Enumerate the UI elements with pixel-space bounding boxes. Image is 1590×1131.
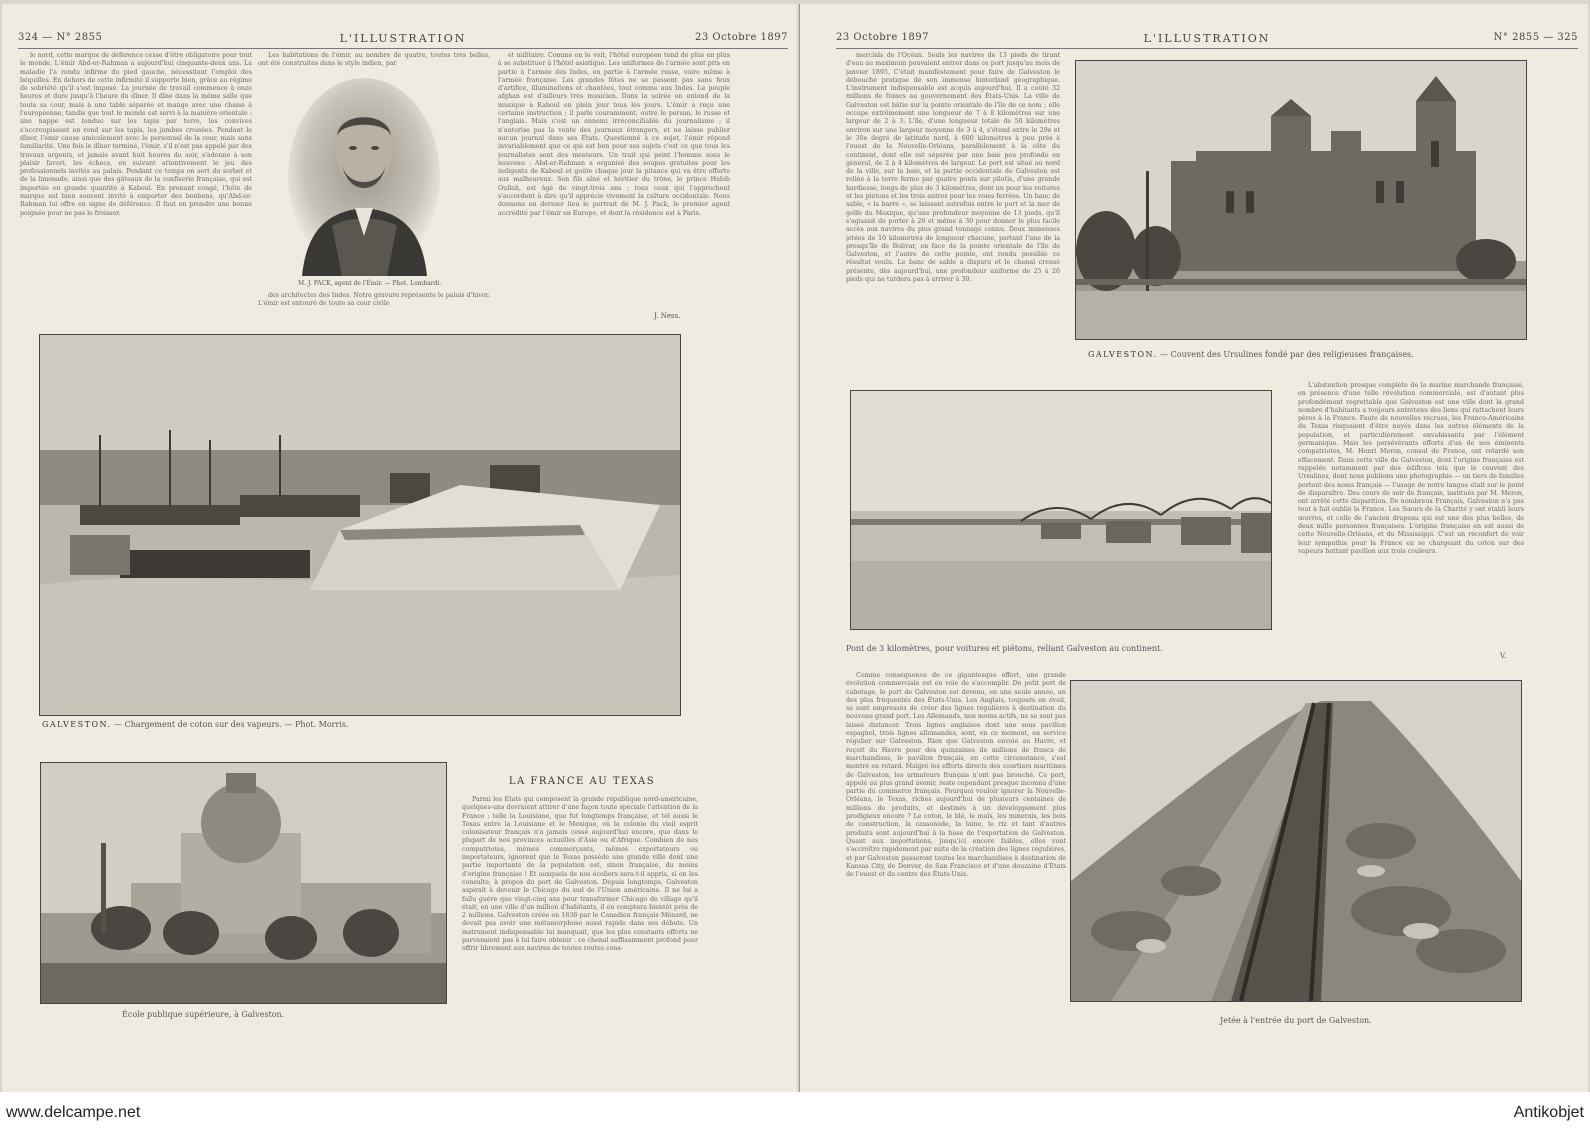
left-column-3 [498,52,730,310]
left-page-number: 324 — N° 2855 [18,32,103,43]
convent-caption-text: — Couvent des Ursulines fondé par des religieuses françaises. [1157,350,1414,359]
right-page-header [836,32,1578,48]
right-header-rule [836,48,1578,49]
convent-photo [1075,60,1527,340]
left-column-1 [20,52,252,306]
school-caption: École publique supérieure, à Galveston. [122,1010,285,1019]
cotton-caption-text: — Chargement de coton sur des vapeurs. — Phot. Morris. [111,720,349,729]
cotton-loading-caption [42,720,349,729]
bridge-photo [850,390,1272,630]
left-column-1-text: le nord, cette marque de déférence cesse d'être obligatoire pour tout le monde. L'émir Abd-er-Rahman a aujourd'hui cinquante-deux ans. La maladie l'a rendu infirme du pied gauche, nécessitant l'emploi des béquilles. En dehors de cette infirmité il supporte bien, grâce au régime de sobriété qu'il s'est imposé. La journée de travail commence à onze heures et dure jusqu'à l'heure du dîner. Il dîne dans la même salle que toute sa cour, mais à une table séparée et mange avec une chaise à l'européenne, tandis que tout le monde est servi à la manière orientale : une nappe est tendue sur les tapis par terre, les convives s'accroupissent en rond sur les tapis, les jambes croisées. Pendant le dîner, l'émir cause amicalement avec le personnel de la cour, mais sans familiarité. Une fois le dîner terminé, l'émir, s'il n'est pas appelé par des travaux urgents, et jamais avant huit heures du soir, s'adonne à son plaisir favori, les échecs, en suivant attentivement le jeu des professionnels invités au palais. Pendant ce temps on sert du sorbet et de la limonade, ainsi que des gâteaux de la confiserie française, qui est importée en grande quantité à Kaboul. En prenant congé, l'hôte de marque est bien souvent invité à emporter des bonbons, qu'Abd-er-Rahman lui offre en signe de déférence. Il faut en prendre une bonne poignée pour ne pas le froisser. [20,52,252,217]
left-column-2-bottom [258,292,490,312]
cotton-loading-photo [39,334,681,716]
right-masthead: L'ILLUSTRATION [1143,32,1271,45]
cotton-caption-lead: GALVESTON. [42,720,112,729]
right-column-2-bottom [846,672,1066,1028]
convent-caption-lead: GALVESTON. [1088,350,1158,359]
right-page [800,4,1588,1092]
left-masthead: L'ILLUSTRATION [339,32,467,45]
left-page-header [18,32,788,48]
left-page-date: 23 Octobre 1897 [695,32,788,43]
school-photo [40,762,447,1004]
bridge-caption: Pont de 3 kilomètres, pour voitures et piétons, reliant Galveston au continent. [846,644,1163,653]
left-column-2-top-text: Les habitations de l'émir, au nombre de quatre, toutes très belles, ont été construites dans le style indien, par [258,52,490,68]
left-header-rule [18,48,788,49]
right-column-2-bottom-text: Comme conséquence de ce gigantesque effort, une grande évolution commerciale est en voie de s'accomplir. De petit port de cabotage, le port de Galveston est devenu, en une seule année, un des plus fréquentés des États-Unis. Les Anglais, toujours en éveil, se sont empressés de créer des lignes régulières à destination du nouveau grand port. Les Allemands, non moins actifs, ne se sont pas laissé distancer. Trois lignes anglaises dont une sous pavillon espagnol, trois lignes allemandes, sont, en ce moment, en service régulier sur Galveston. Rien que Galveston envoie au Havre, et reçoit du Havre pour des quinzaines de millions de francs de marchandises, le pavillon français, en cette circonstance, s'est montré en retard. Malgré les efforts directs des courtiers maritimes de Galveston, les armateurs français n'ont pas bronché. Ce port, appelé au plus grand avenir, reste cependant presque inconnu d'une partie du commerce français. Pourquoi vouloir ignorer la Nouvelle-Orléans, le Texas, riches aujourd'hui de plusieurs centaines de millions de produits, et destinés à un développement plus prodigieux encore ? Le coton, le blé, le maïs, les minerais, les bois de construction, la cassonade, la laine, le riz et tant d'autres produits sont aujourd'hui à la base de l'exportation de Galveston. Quant aux importations, jusqu'ici encore faibles, elles vont s'accroître rapidement par suite de la création des lignes régulières, et par Galveston passeront toutes les marchandises à destination de Kansas City, de Denver, de San Francisco et d'une douzaine d'États de l'ouest et du centre des États-Unis. [846,672,1066,879]
watermark-footer [0,1092,1590,1131]
jetty-photo [1070,680,1522,1002]
texas-article-text: Parmi les États qui composent la grande république nord-américaine, quelques-uns devraient attirer d'une façon toute spéciale l'attention de la France : telle la Louisiane, que fut longtemps française, et tel aussi le Texas entre la Louisiane et le Mexique, où la colonie du vieil esprit colonisateur français n'a jamais cessé aujourd'hui encore, que dans le plupart de nos provinces actuelles d'Asie ou d'Afrique. Combien de nos compatriotes, mêmes commerçants, mêmes exportateurs ou importateurs, ignorent que le Texas possède une grande ville dont une partie importante de la population est, sinon française, du moins d'origine française ! Et auxquels de nos écoliers sera-t-il appris, si on les consulte, à propos du port de Galveston. Depuis longtemps, Galveston aspirait à devenir le Chicago du sud de l'Union américaine. Il ne lui a fallu guère que vingt-cinq ans pour transformer Chicago de village qu'il était, en une ville d'un million d'habitants, il en comptera bientôt près de 2 millions. Galveston créée en 1836 par le Canadien français Ménard, ne devait pas avoir une métamorphose aussi rapide dans ses débuts. Un instrument indispensable lui manquait, que les plus constants efforts ne parvenaient pas à lui faire obtenir : ce chenal suffisamment profond pour offrir librement aux navires de toutes routes cons- [462,796,698,953]
right-column-3-text: L'abstention presque complète de la marine marchande française, en présence d'une telle révolution commerciale, est d'autant plus profondément regrettable que Galveston est une ville dont la grand nombre d'habitants a toujours entretenu des liens qui rattachent leurs pères à la France. Faute de nouvelles recrues, les Franco-Américains du Texas risquaient d'être noyés dans les autres éléments de la population, et particulièrement envahissants par l'élément germanique. Mais les persévérants efforts d'un de nos éminents compatriotes, M. Henri Meron, consul de France, ont retardé son effacement. Dans cette ville de Galveston, dont l'origine française est rappelée notamment par des édifices tels que le couvent des Ursulines, dont nous publions une photographie — un tiers de familles portent des noms français — l'usage de notre langue était sur le point de disparaître. Des cours de soir de français, institués par M. Meron, ont arrêté cette disparition. De nombreux Français, Galveston n'a pas tout à fait oublié la France. Les Sœurs de la Charité y ont établi leurs œuvres, et celle de l'ancien drapeau qui est une des plus belles, de deux mille personnes françaises. L'origine française en est aussi de cette Nouvelle-Orléans, et du Mississippi. C'est un réconfort de voir leur sympathie pour la France en se chargeant du coton sur des vapeurs battant pavillon aux trois couleurs. [1298,382,1524,555]
right-column-3 [1298,382,1524,652]
right-page-number: N° 2855 — 325 [1493,32,1578,43]
right-column-1-text: mercials de l'Océan. Seuls les navires de 13 pieds de tirant d'eau au maximum pouvaient entrer dans ce port jusqu'au mois de janvier 1895. C'était manifestement pour faire de Galveston le débouché pratique de son immense hinterland géographique. L'instrument indispensable est acquis aujourd'hui. Il a coûté 32 millions de francs au gouvernement des États-Unis. La ville de Galveston est bâtie sur la pointe orientale de l'île de ce nom ; elle occupe extrêmement une longueur de 7 à 8 kilomètres sur une largeur de 2 à 3. L'île, d'une longueur totale de 50 kilomètres environ sur une largeur moyenne de 3 à 4, s'étend entre le 29e et le 30e degré de latitude nord, à 600 kilomètres à peu près à l'ouest de la Nouvelle-Orléans, parallèlement à la côte du continent, dont elle est séparée par une baie peu profonde en général, de 2 à 4 kilomètres de largeur. Le port est situé au nord de la ville, sur la baie, et la partie occidentale de Galveston est reliée à la terre ferme par quatre ponts sur pilotis, d'une grande hardiesse, longs de plus de 3 kilomètres, dont un pour les voitures et les piétons et les trois autres pour les voies ferrées. Un banc de sable, « la barre », se laissant autrefois entre le port et la mer de golfe du Mexique, qu'une profondeur moyenne de 13 pieds, qu'il s'agissait de porter à 26 et même à 30 pour donner le plus facile accès aux navires du plus grand tonnage connu. Deux immenses jetées de 10 kilomètres de longueur chacune, partant l'une de la presqu'île de Bolivar, en face de la pointe orientale de l'île de Galveston, et l'autre de cette pointe, ont rendu possible ce résultat voulu. Le banc de sable a disparu et le chenal creusé présente, dès aujourd'hui, une profondeur uniforme de 25 à 26 pieds qui ne tardera pas à arriver à 30. [846,52,1060,284]
right-page-date: 23 Octobre 1897 [836,32,929,43]
left-column-3-text: et militaire. Comme on le voit, l'hôtel européen tend de plus en plus à se substituer à l'hôtel asiatique. Les uniformes de l'armée sont pris en partie à l'armée des Indes, en partie à l'armée russe, voire même à l'armée française. Les grandes fêtes ne se passent pas sans feux d'artifice, illuminations et chantées, tout comme aux Indes. Le peuple afghan est d'ailleurs très musicien. Dans la soirée on entend de la musique à Kaboul en plein jour tous les jours. L'émir a reçu une certaine instruction ; il parle couramment, outre le persan, le russe et l'anglais. Mais c'est un ennemi irréconciliable du journalisme ; il n'autorise pas la vente des journaux étrangers, et ne laisse publier aucun journal dans ses États. Questionné à ce sujet, l'émir répond invariablement que ce qui est bon pour ses sujets c'est ce que tous les journalistes sont des menteurs. Un trait qui peint l'homme sous le nouveau : Abd-er-Rahman a organisé des soupes gratuites pour les indigents de Kaboul et goûte chaque jour la pitance qui va être offerte aux malheureux. Son fils aîné et héritier du trône, le prince Habib Oullah, est âgé de vingt-trois ans ; tous ceux qui l'approchent s'accordent à dire qu'il apprécie vivement la culture occidentale. Nous donnons en dernier lieu le portrait de M. J. Pack, le premier agent accrédité par l'émir en Europe, et dont la résidence est à Paris. [498,52,730,217]
jetty-caption: Jetée à l'entrée du port de Galveston. [1220,1016,1372,1025]
texas-section-title: LA FRANCE AU TEXAS [508,776,656,787]
portrait-engraving [287,76,442,276]
right-column-1 [846,52,1060,364]
left-column-2-top [258,52,490,72]
convent-caption [1088,350,1414,359]
left-column-3-signature: J. Ness. [654,312,681,320]
footer-left-watermark: www.delcampe.net [6,1104,141,1121]
left-page [2,4,800,1092]
texas-article-column [462,796,698,1030]
portrait-caption: M. J. PACK, agent de l'Émir. — Phot. Lombardi. [298,280,442,287]
footer-right-watermark: Antikobjet [1513,1104,1584,1121]
right-column-3-signature: V. [1500,652,1507,660]
left-column-2-bottom-text: des architectes des Indes. Notre gravure représente le palais d'hiver. L'émir est entouré de toute sa cour civile [258,292,490,308]
